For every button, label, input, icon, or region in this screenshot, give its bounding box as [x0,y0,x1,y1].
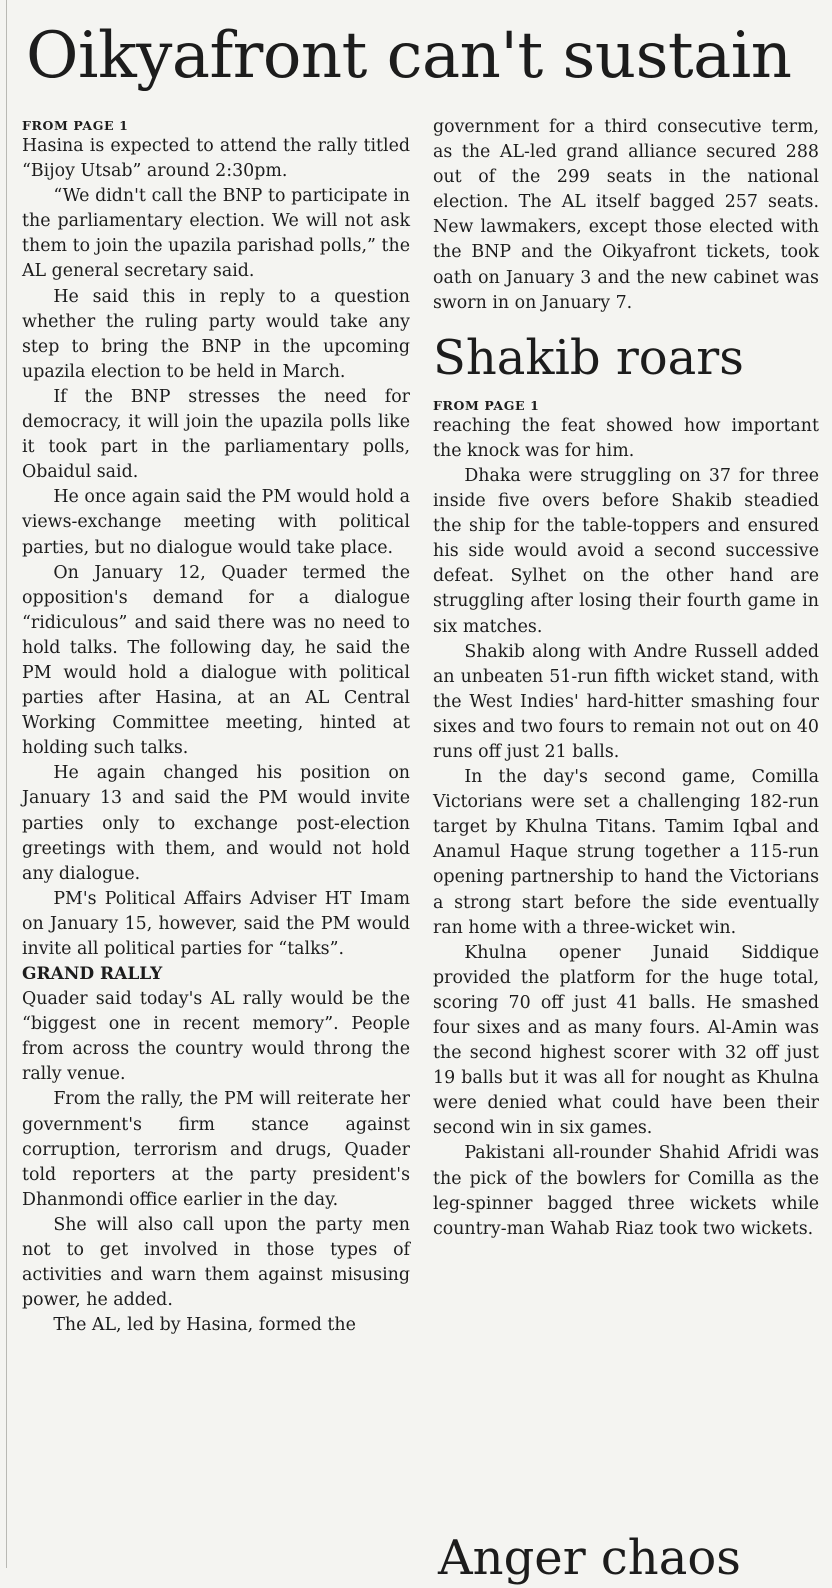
paragraph: Hasina is expected to attend the rally titled “Bijoy Utsab” around 2:30pm. [22,136,410,182]
paragraph: From the rally, the PM will reiterate her government's firm stance against corruption, terrorism and drugs, Quader told reporters at the party president's Dhanmondi office earlier in the day. [22,1089,410,1210]
paragraph: In the day's second game, Comilla Victorians were set a challenging 182-run target by Khulna Titans. Tamim Iqbal and Anamul Haque strung together a 115-run opening partnership to hand the Victorians a strong start before the side eventually ran home with a three-wicket win. [433,767,819,938]
left-column [22,115,410,1338]
dateline: FROM PAGE 1 [433,397,540,413]
paragraph: He once again said the PM would hold a views-exchange meeting with political parties, but no dialogue would take place. [22,487,410,558]
paragraph: Khulna opener Junaid Siddique provided the platform for the huge total, scoring 70 off just 41 balls. He smashed four sixes and as many fours. Al-Amin was the second highest scorer with 32 off just 19 balls but it was all for nought as Khulna were denied what could have been their second win in six games. [433,942,819,1139]
paragraph: Dhaka were struggling on 37 for three inside five overs before Shakib steadied the ship for the table-toppers and ensured his side would avoid a second successive defeat. Sylhet on the other hand are struggling after losing their fourth game in six matches. [433,465,819,637]
headline-oikyafront: Oikyafront can't sustain [26,19,792,93]
dateline: FROM PAGE 1 [22,118,129,133]
paragraph: reaching the feat showed how important the knock was for him. [433,415,819,461]
headline-anger-chaos: Anger chaos [438,1530,741,1586]
paragraph: He said this in reply to a question whether the ruling party would take any step to bring the BNP in the upcoming upazila election to be held in March. [22,286,410,382]
paragraph: Pakistani all-rounder Shahid Afridi was the pick of the bowlers for Comilla as the leg-spinner bagged three wickets while country-man Wahab Riaz took two wickets. [433,1143,819,1239]
paragraph: Quader said today's AL rally would be the “biggest one in recent memory”. People from across the country would throng the rally venue. [22,989,410,1085]
headline-shakib-roars: Shakib roars [433,329,744,386]
paragraph: PM's Political Affairs Adviser HT Imam on January 15, however, said the PM would invite all political parties for “talks”. [22,888,410,959]
column-rule [6,0,7,1568]
paragraph: On January 12, Quader termed the opposition's demand for a dialogue “ridiculous” and said there was no need to hold talks. The following day, he said the PM would hold a dialogue with political parties after Hasina, at an AL Central Working Committee meeting, hinted at holding such talks. [22,562,410,759]
subhead-grand-rally: GRAND RALLY [22,964,163,985]
paragraph: If the BNP stresses the need for democracy, it will join the upazila polls like it took part in the parliamentary polls, Obaidul said. [22,386,410,483]
paragraph-continued: government for a third consecutive term, as the AL-led grand alliance secured 288 out of the 299 seats in the national election. The AL itself bagged 257 seats. New lawmakers, except those elected with the BNP and the Oikyafront tickets, took oath on January 3 and the new cabinet was sworn in on January 7. [433,117,819,313]
paragraph: The AL, led by Hasina, formed the [53,1315,356,1336]
paragraph: Shakib along with Andre Russell added an unbeaten 51-run fifth wicket stand, with the West Indies' hard-hitter smashing four sixes and two fours to remain not out on 40 runs off just 21 balls. [433,641,819,762]
paragraph: She will also call upon the party men not to get involved in those types of activities and warn them against misusing power, he added. [22,1214,410,1311]
right-column [433,115,819,1242]
paragraph: He again changed his position on January 13 and said the PM would invite parties only to exchange post-election greetings with them, and would not hold any dialogue. [22,763,410,884]
paragraph: “We didn't call the BNP to participate in the parliamentary election. We will not ask them to join the upazila parishad polls,” the AL general secretary said. [22,186,410,282]
